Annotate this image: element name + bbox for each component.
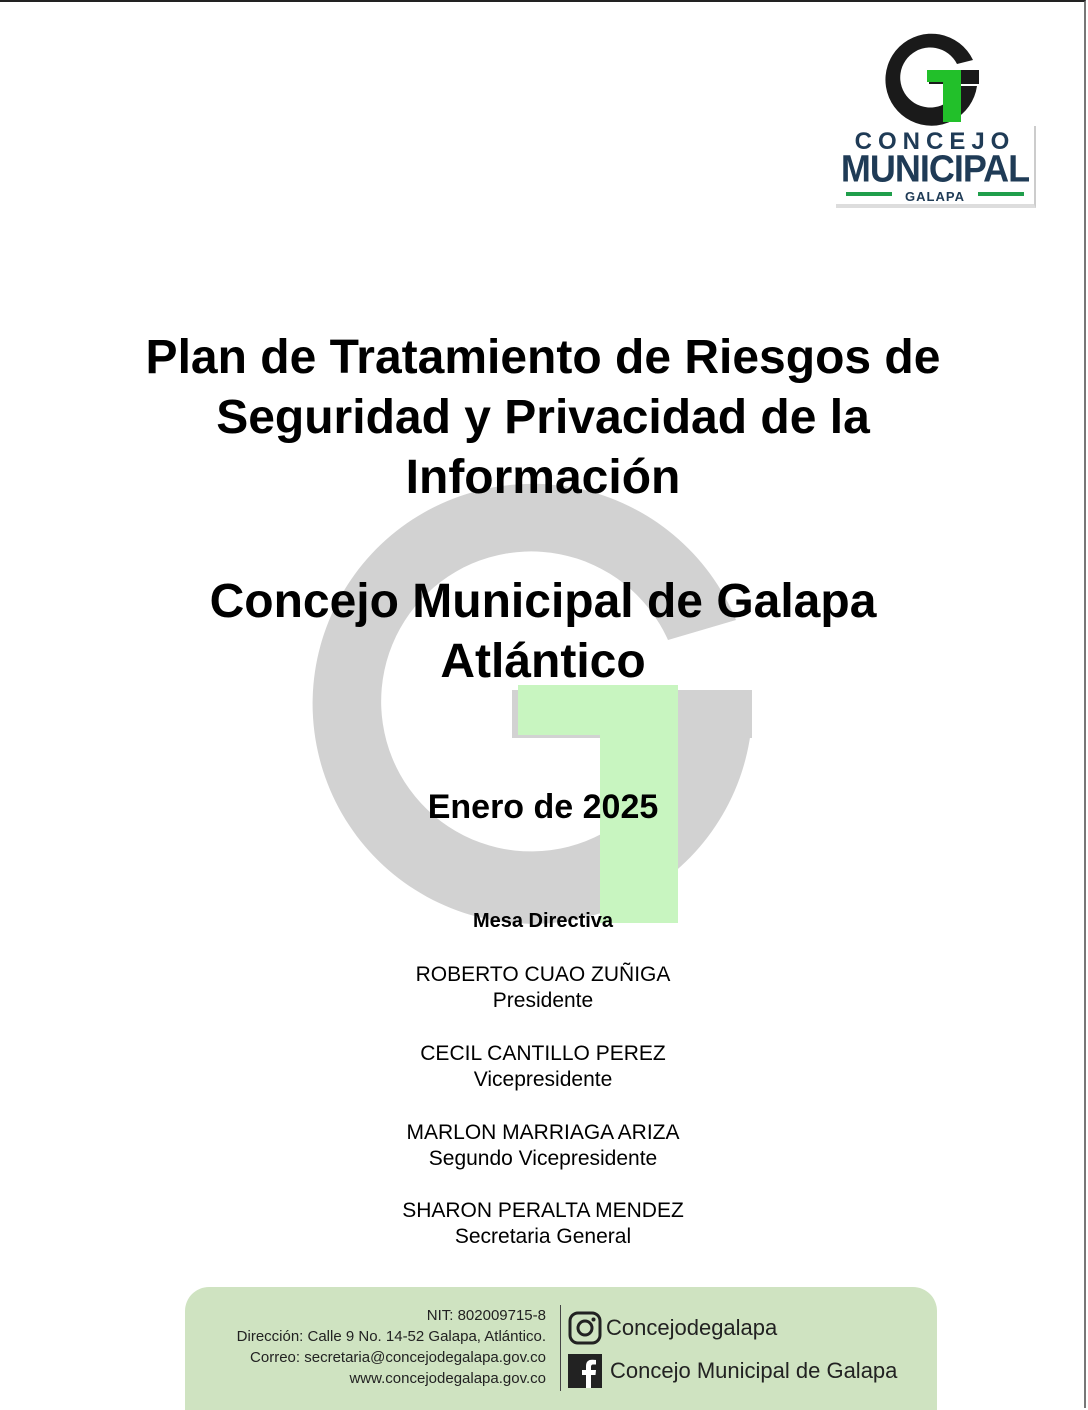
entity-name — [80, 572, 1006, 692]
website-link[interactable]: www.concejodegalapa.gov.co — [349, 1370, 546, 1387]
member-role: Presidente — [492, 989, 594, 1012]
member-name: MARLON MARRIAGA ARIZA — [406, 1121, 680, 1144]
facebook-page: Concejo Municipal de Galapa — [610, 1358, 898, 1383]
footer-divider — [560, 1305, 561, 1391]
logo-word-concejo: CONCEJO — [854, 128, 1016, 155]
member-name: SHARON PERALTA MENDEZ — [402, 1199, 684, 1222]
member-role: Segundo Vicepresidente — [428, 1147, 658, 1170]
board-member — [80, 962, 1006, 1014]
logo-word-galapa: GALAPA — [905, 189, 965, 204]
document-date: Enero de 2025 — [427, 788, 659, 826]
board-heading: Mesa Directiva — [472, 910, 614, 932]
logo-word-municipal: MUNICIPAL — [840, 146, 1030, 190]
member-name: ROBERTO CUAO ZUÑIGA — [415, 963, 671, 986]
watermark-logo — [300, 480, 770, 930]
board-member — [80, 1041, 1006, 1093]
member-role: Vicepresidente — [473, 1068, 613, 1091]
board-member — [80, 1198, 1006, 1250]
address-text: Dirección: Calle 9 No. 14-52 Galapa, Atlántico. — [236, 1328, 546, 1345]
contact-info — [237, 1305, 546, 1389]
instagram-icon — [568, 1311, 602, 1345]
member-name: CECIL CANTILLO PEREZ — [420, 1042, 666, 1065]
nit-text: NIT: 802009715-8 — [426, 1307, 546, 1324]
instagram-link[interactable] — [568, 1311, 777, 1345]
entity-name-line2: Atlántico — [440, 635, 646, 688]
logo-wordmark — [836, 126, 1036, 208]
page-footer — [185, 1287, 937, 1410]
facebook-icon — [568, 1354, 602, 1388]
instagram-handle: Concejodegalapa — [606, 1315, 778, 1340]
board-member — [80, 1120, 1006, 1172]
member-role: Secretaria General — [454, 1225, 632, 1248]
document-title: Plan de Tratamiento de Riesgos de Seguridad y Privacidad de la Información — [145, 331, 941, 504]
concejo-logo — [826, 30, 1042, 212]
logo-g-mark — [881, 30, 981, 126]
email-text: Correo: secretaria@concejodegalapa.gov.co — [250, 1349, 546, 1366]
entity-name-line1: Concejo Municipal de Galapa — [209, 575, 877, 628]
facebook-link[interactable] — [568, 1354, 897, 1388]
